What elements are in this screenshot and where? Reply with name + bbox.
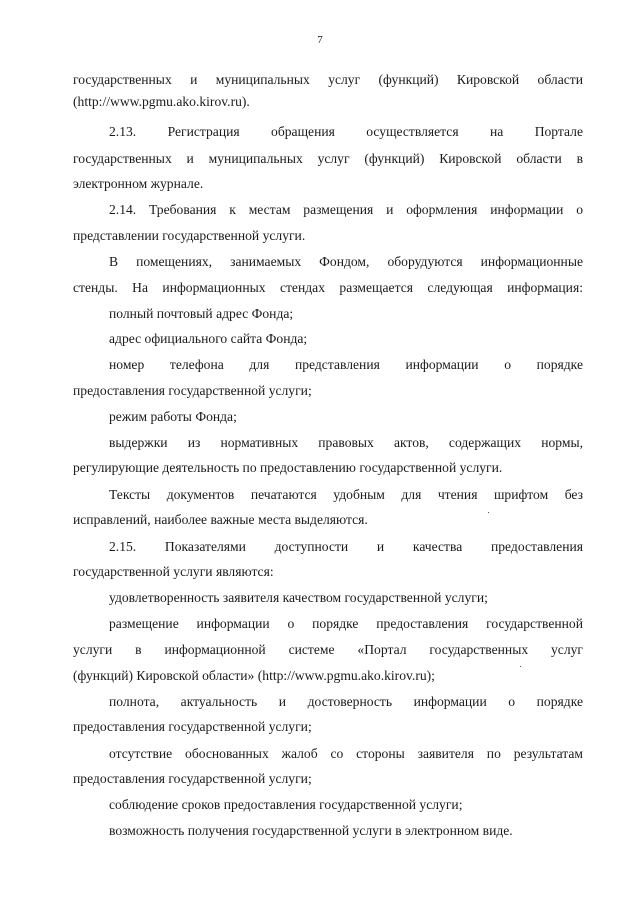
- text-line: номер телефона для представления информации о порядке: [109, 357, 583, 372]
- text-line: полнота, актуальность и достоверность информации о порядке: [109, 694, 583, 709]
- text-line: (http://www.pgmu.ako.kirov.ru).: [73, 94, 250, 109]
- scan-speck: [488, 512, 489, 513]
- text-line: стенды. На информационных стендах размещается следующая информация:: [73, 280, 583, 295]
- text-line: предоставления государственной услуги;: [73, 771, 312, 786]
- text-line: размещение информации о порядке предоставления государственной: [109, 616, 583, 631]
- text-line: режим работы Фонда;: [109, 409, 237, 424]
- text-line: услуги в информационной системе «Портал государственных услуг: [73, 642, 583, 657]
- text-line: государственной услуги являются:: [73, 564, 274, 579]
- text-line: полный почтовый адрес Фонда;: [109, 306, 294, 321]
- text-line: 2.14. Требования к местам размещения и оформления информации о: [109, 202, 583, 217]
- text-line: 2.15. Показателями доступности и качества предоставления: [109, 539, 583, 554]
- text-line: В помещениях, занимаемых Фондом, оборудуются информационные: [109, 254, 583, 269]
- page-number: 7: [317, 34, 323, 46]
- text-line: предоставления государственной услуги;: [73, 719, 312, 734]
- text-line: соблюдение сроков предоставления государственной услуги;: [109, 797, 463, 812]
- scan-speck: [520, 666, 521, 667]
- text-line: исправлений, наиболее важные места выделяются.: [73, 512, 368, 527]
- text-line: Тексты документов печатаются удобным для чтения шрифтом без: [109, 487, 583, 502]
- text-line: предоставления государственной услуги;: [73, 383, 312, 398]
- text-line: представлении государственной услуги.: [73, 228, 306, 243]
- text-line: отсутствие обоснованных жалоб со стороны заявителя по результатам: [109, 746, 583, 761]
- text-line: электронном журнале.: [73, 176, 204, 191]
- text-line: адрес официального сайта Фонда;: [109, 331, 308, 346]
- text-line: (функций) Кировской области» (http://www.pgmu.ako.kirov.ru);: [73, 668, 435, 683]
- text-line: государственных и муниципальных услуг (функций) Кировской области в: [73, 151, 583, 166]
- text-line: выдержки из нормативных правовых актов, содержащих нормы,: [109, 435, 583, 450]
- text-line: государственных и муниципальных услуг (функций) Кировской области: [73, 72, 583, 87]
- text-line: удовлетворенность заявителя качеством государственной услуги;: [109, 590, 488, 605]
- text-line: возможность получения государственной услуги в электронном виде.: [109, 823, 513, 838]
- text-line: регулирующие деятельность по предоставлению государственной услуги.: [73, 460, 503, 475]
- text-line: 2.13. Регистрация обращения осуществляется на Портале: [109, 124, 583, 139]
